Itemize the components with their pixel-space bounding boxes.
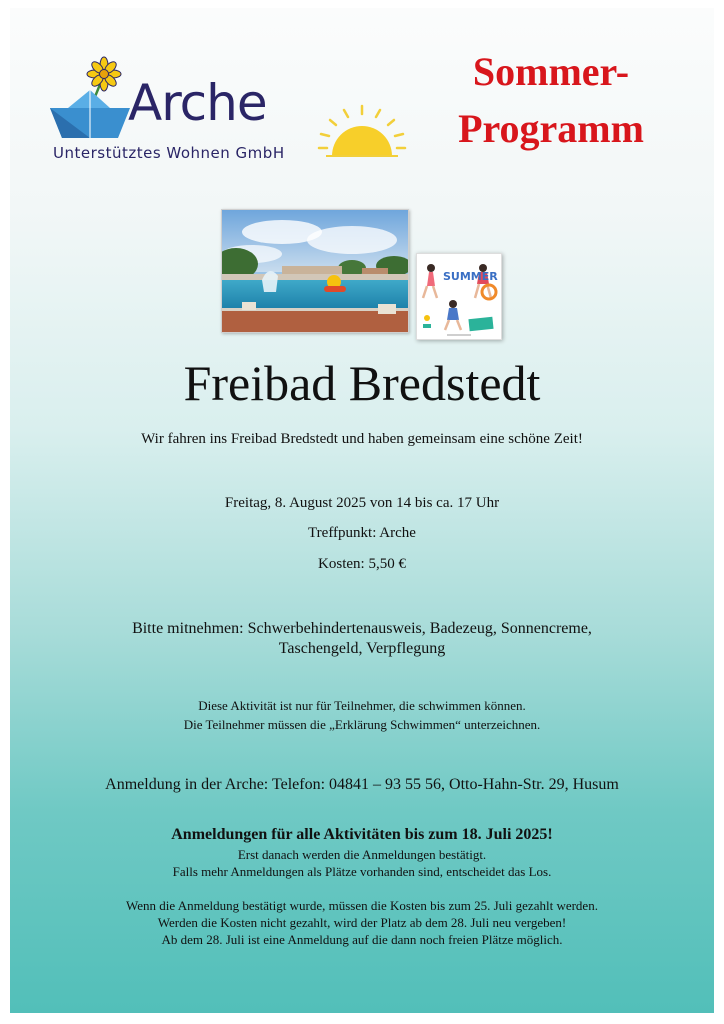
meeting-point: Treffpunkt: Arche — [308, 525, 416, 541]
bring-line-1: Bitte mitnehmen: Schwerbehindertenausweis, Badezeug, Sonnencreme, — [132, 620, 592, 637]
registration-info-2: Falls mehr Anmeldungen als Plätze vorhanden sind, entscheidet das Los. — [172, 864, 552, 879]
registration-info-1: Erst danach werden die Anmeldungen bestätigt. — [237, 847, 487, 862]
payment-info-3: Ab dem 28. Juli ist eine Anmeldung auf die dann noch freien Plätze möglich. — [161, 932, 563, 947]
headline-line-2: Programm — [458, 105, 644, 151]
registration-contact: Anmeldung in der Arche: Telefon: 04841 – 93 55 56, Otto-Hahn-Str. 29, Husum — [105, 776, 619, 793]
bring-line-2: Taschengeld, Verpflegung — [278, 640, 446, 657]
event-cost: Kosten: 5,50 € — [318, 556, 406, 572]
logo-wordmark: Arche — [128, 74, 267, 132]
logo-subtitle: Unterstütztes Wohnen GmbH — [53, 144, 285, 162]
payment-info-1: Wenn die Anmeldung bestätigt wurde, müssen die Kosten bis zum 25. Juli gezahlt werden. — [126, 898, 598, 913]
summer-illustration — [416, 253, 502, 340]
headline-line-1: Sommer- — [472, 49, 630, 94]
intro-text: Wir fahren ins Freibad Bredstedt und haben gemeinsam eine schöne Zeit! — [141, 431, 583, 447]
pool-photo — [221, 209, 409, 333]
payment-info-2: Werden die Kosten nicht gezahlt, wird der Platz ab dem 28. Juli neu vergeben! — [157, 915, 567, 930]
summer-text-top: SUMMER — [443, 270, 498, 283]
sun-icon — [316, 104, 408, 160]
swim-note-2: Die Teilnehmer müssen die „Erklärung Schwimmen“ unterzeichnen. — [183, 717, 541, 732]
arche-logo — [48, 56, 308, 176]
event-date: Freitag, 8. August 2025 von 14 bis ca. 17 Uhr — [224, 495, 500, 511]
swim-note-1: Diese Aktivität ist nur für Teilnehmer, die schwimmen können. — [198, 698, 526, 713]
summer-program-headline — [436, 44, 666, 158]
flyer-page — [10, 8, 714, 1013]
event-title: Freibad Bredstedt — [183, 355, 541, 411]
boat-flower-icon — [48, 56, 138, 146]
registration-deadline: Anmeldungen für alle Aktivitäten bis zum 18. Juli 2025! — [171, 826, 553, 843]
